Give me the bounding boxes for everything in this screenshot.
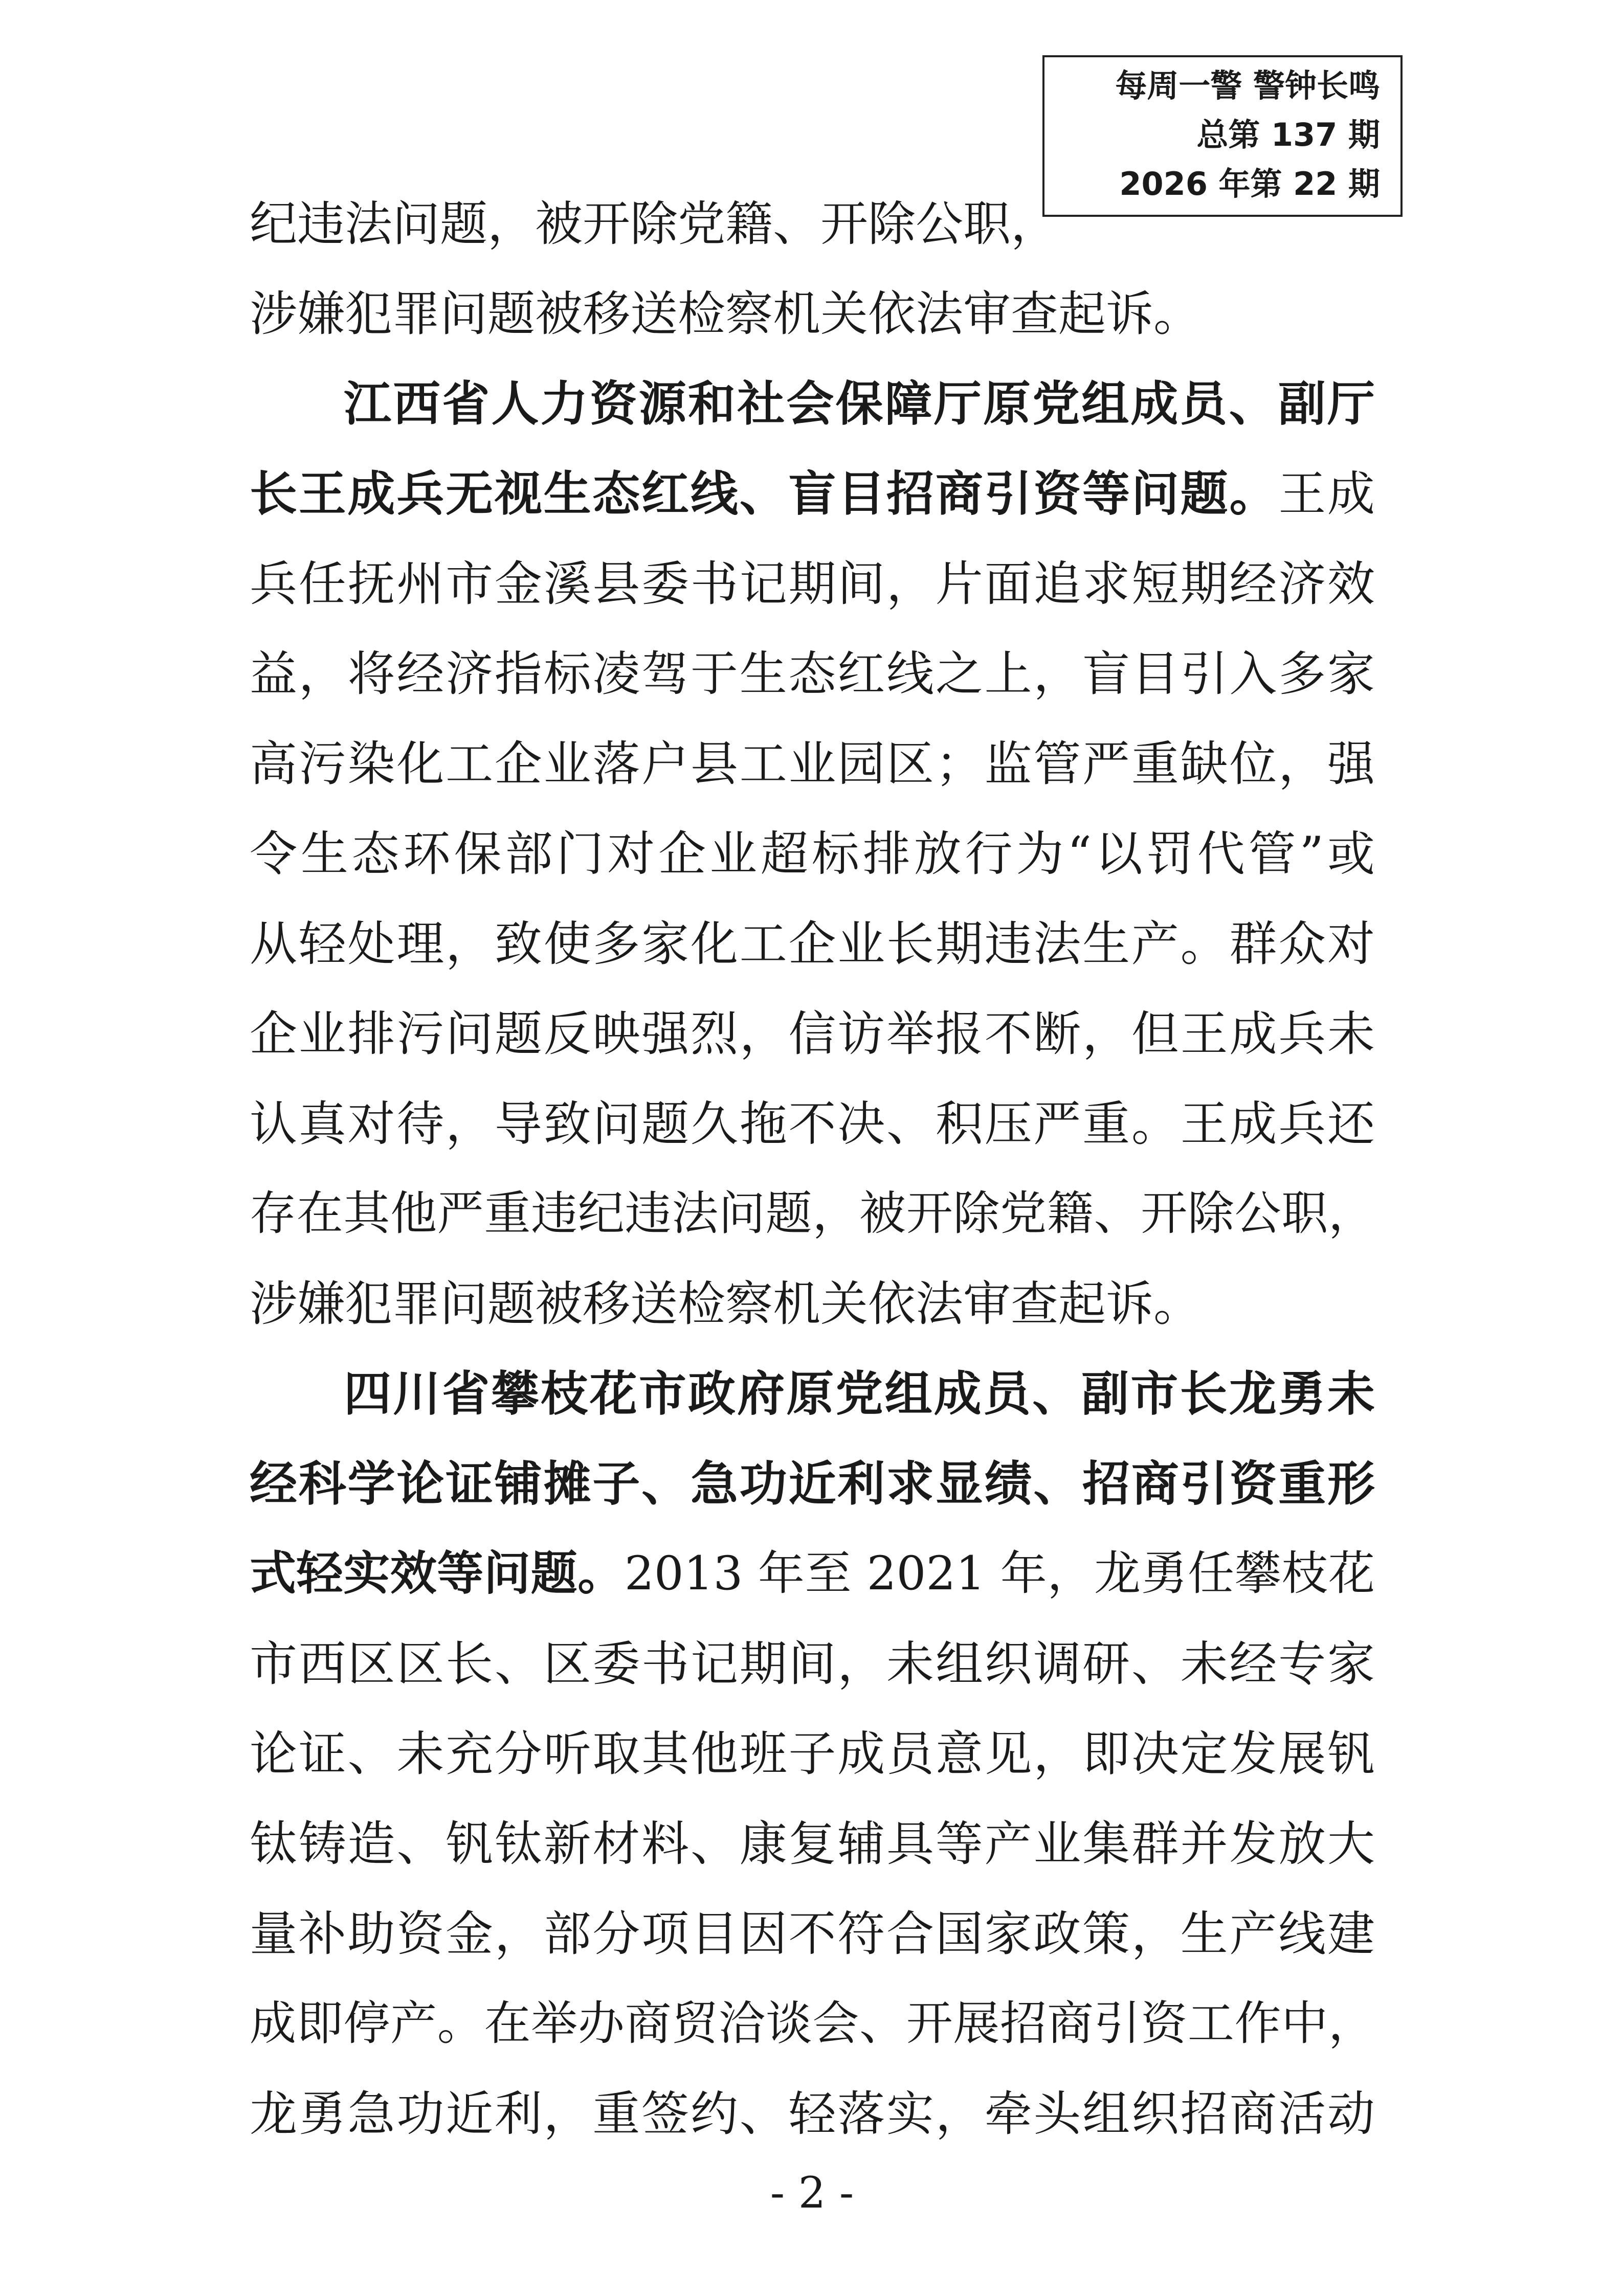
text-line: 龙勇急功近利，重签约、轻落实，牵头组织招商活动 bbox=[250, 2086, 1375, 2142]
case-heading-line: 四川省攀枝花市政府原党组成员、副市长龙勇未 bbox=[344, 1366, 1375, 1422]
text-line: 纪违法问题，被开除党籍、开除公职， bbox=[250, 196, 1058, 252]
case-heading-line bbox=[250, 1540, 1375, 1608]
case-heading-line: 江西省人力资源和社会保障厅原党组成员、副厅 bbox=[344, 376, 1375, 432]
case-heading-fragment: 长王成兵无视生态红线、盲目招商引资等问题。 bbox=[250, 466, 1279, 522]
text-line: 从轻处理，致使多家化工企业长期违法生产。群众对 bbox=[250, 916, 1375, 972]
page-number: - 2 - bbox=[770, 2168, 854, 2218]
text-fragment: 王成 bbox=[1278, 466, 1375, 522]
text-line: 兵任抚州市金溪县委书记期间，片面追求短期经济效 bbox=[250, 556, 1375, 612]
case-heading-line: 经科学论证铺摊子、急功近利求显绩、招商引资重形 bbox=[250, 1456, 1375, 1512]
text-line: 存在其他严重违纪违法问题，被开除党籍、开除公职， bbox=[250, 1187, 1375, 1241]
text-line: 令生态环保部门对企业超标排放行为“以罚代管”或 bbox=[250, 826, 1375, 882]
issue-total-number: 总第 137 期 bbox=[1196, 116, 1380, 153]
text-line: 认真对待，导致问题久拖不决、积压严重。王成兵还 bbox=[250, 1096, 1375, 1152]
text-line: 量补助资金，部分项目因不符合国家政策，生产线建 bbox=[250, 1906, 1375, 1962]
text-line: 市西区区长、区委书记期间，未组织调研、未经专家 bbox=[250, 1636, 1375, 1692]
text-line: 涉嫌犯罪问题被移送检察机关依法审查起诉。 bbox=[250, 286, 1201, 342]
text-line: 论证、未充分听取其他班子成员意见，即决定发展钒 bbox=[250, 1726, 1375, 1782]
text-line: 企业排污问题反映强烈，信访举报不断，但王成兵未 bbox=[250, 1006, 1375, 1062]
text-line: 高污染化工企业落户县工业园区；监管严重缺位，强 bbox=[250, 736, 1375, 792]
case-heading-fragment: 式轻实效等问题。 bbox=[250, 1547, 625, 1601]
text-line: 益，将经济指标凌驾于生态红线之上，盲目引入多家 bbox=[250, 646, 1375, 702]
text-fragment: 2013 年至 2021 年，龙勇任攀枝花 bbox=[624, 1547, 1375, 1601]
text-line: 涉嫌犯罪问题被移送检察机关依法审查起诉。 bbox=[250, 1276, 1201, 1332]
text-line: 成即停产。在举办商贸洽谈会、开展招商引资工作中， bbox=[250, 1997, 1375, 2051]
text-line: 钛铸造、钒钛新材料、康复辅具等产业集群并发放大 bbox=[250, 1816, 1375, 1872]
issue-year-number: 2026 年第 22 期 bbox=[1119, 165, 1380, 202]
issue-slogan: 每周一警 警钟长鸣 bbox=[1115, 67, 1380, 104]
case-heading-line bbox=[250, 460, 1375, 528]
